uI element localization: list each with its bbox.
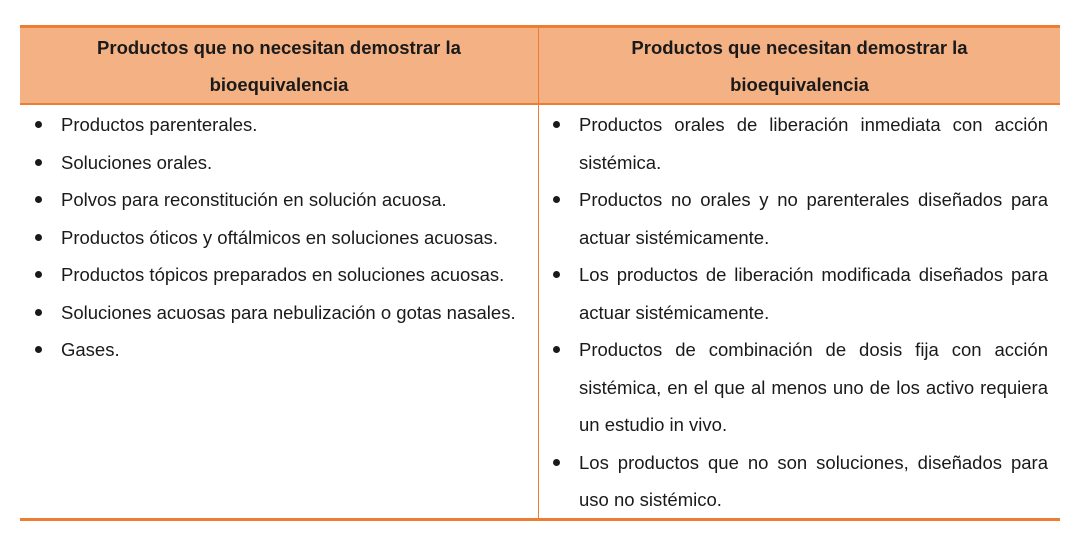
left-list-item (32, 106, 528, 144)
header-no-bioequivalence (20, 28, 538, 103)
left-list-item-text: Polvos para reconstitución en solución acuosa. (61, 189, 447, 210)
bullet-icon (553, 196, 560, 203)
right-list-item (550, 444, 1048, 519)
bullet-icon (553, 346, 560, 353)
left-list-item (32, 144, 528, 182)
right-list-item-text: Productos orales de liberación inmediata con acción sistémica. (579, 114, 1048, 173)
right-list-item-text: Productos no orales y no parenterales diseñados para actuar sistémicamente. (579, 189, 1048, 248)
left-list-item-text: Productos tópicos preparados en soluciones acuosas. (61, 264, 505, 285)
bullet-icon (553, 271, 560, 278)
left-item-list (32, 106, 528, 369)
left-list-item (32, 331, 528, 369)
right-list-item-text: Los productos que no son soluciones, diseñados para uso no sistémico. (579, 451, 1048, 510)
left-list-item-text: Soluciones acuosas para nebulización o gotas nasales. (61, 301, 516, 323)
bullet-icon (35, 346, 42, 353)
right-list-item-text: Productos de combinación de dosis fija con acción sistémica, en el que al menos uno de los activo requiera un estudio in vivo. (579, 339, 1048, 435)
bullet-icon (553, 459, 560, 466)
bullet-icon (35, 309, 42, 316)
left-list-item (32, 219, 528, 257)
header-left-text: Productos que no necesitan demostrar la bioequivalencia (97, 36, 461, 95)
bullet-icon (35, 196, 42, 203)
bullet-icon (35, 271, 42, 278)
right-list-item (550, 331, 1048, 444)
right-list-item-text: Los productos de liberación modificada diseñados para actuar sistémicamente. (579, 264, 1048, 323)
bullet-icon (35, 234, 42, 241)
header-bioequivalence (539, 28, 1060, 103)
bullet-icon (35, 159, 42, 166)
left-list-item (32, 294, 528, 332)
left-list-item-text: Soluciones orales. (61, 151, 213, 173)
right-column-cell (550, 106, 1048, 519)
left-column-cell (32, 106, 528, 369)
column-divider (538, 28, 539, 518)
right-list-item (550, 106, 1048, 181)
left-list-item-text: Productos parenterales. (61, 114, 258, 135)
left-list-item-text: Productos óticos y oftálmicos en soluciones acuosas. (61, 226, 499, 248)
bullet-icon (35, 121, 42, 128)
right-list-item (550, 181, 1048, 256)
bioequivalence-table (20, 25, 1060, 521)
right-list-item (550, 256, 1048, 331)
left-list-item (32, 181, 528, 219)
left-list-item (32, 256, 528, 294)
left-list-item-text: Gases. (61, 339, 120, 360)
header-right-text: Productos que necesitan demostrar la bioequivalencia (631, 36, 968, 95)
bullet-icon (553, 121, 560, 128)
right-item-list (550, 106, 1048, 519)
